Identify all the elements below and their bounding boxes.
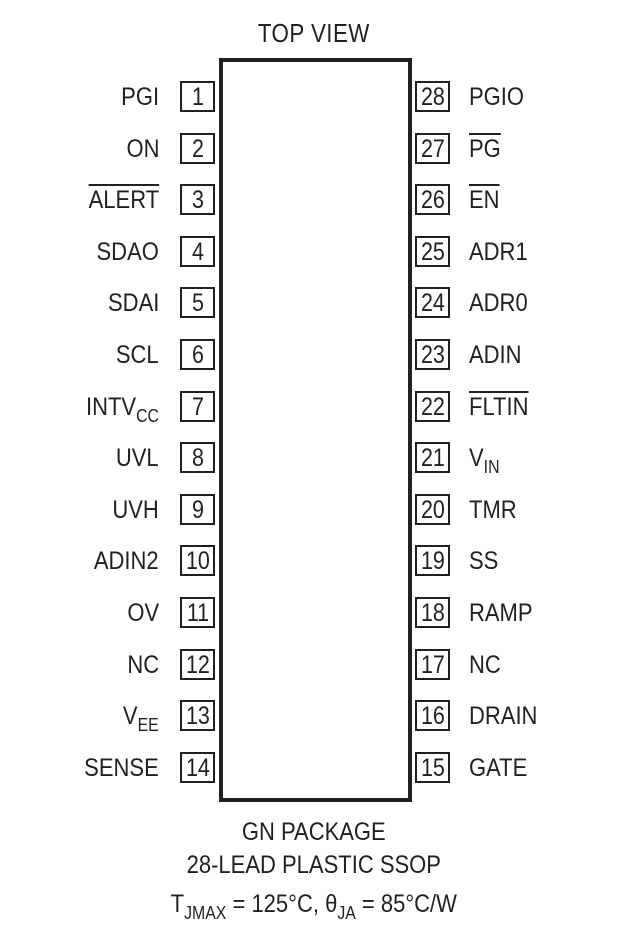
pin-number: 23: [420, 341, 445, 369]
pin-name: RAMP: [469, 599, 533, 627]
package-description: 28-LEAD PLASTIC SSOP: [186, 851, 441, 879]
pin-label: [469, 134, 501, 164]
theta-value: = 85°C/W: [355, 890, 457, 918]
pin-6: [0, 339, 217, 375]
pin-25: [411, 236, 627, 272]
pin-number: 20: [420, 496, 445, 524]
pin-number-box: [415, 287, 450, 318]
pin-label: [469, 701, 537, 731]
pin-name: V: [469, 444, 484, 472]
pin-name: SENSE: [84, 754, 159, 782]
pin-name-subscript: CC: [136, 406, 159, 426]
pin-14: [0, 752, 217, 788]
pin-12: [0, 649, 217, 685]
pin-16: [411, 700, 627, 736]
pin-22: [411, 391, 627, 427]
pin-number: 4: [191, 238, 204, 266]
pin-number: 14: [185, 754, 210, 782]
pin-number-box: [180, 494, 215, 525]
pin-15: [411, 752, 627, 788]
pin-label: [86, 392, 159, 426]
pin-number-box: [180, 545, 215, 576]
pin-24: [411, 287, 627, 323]
pin-9: [0, 494, 217, 530]
pin-number: 25: [420, 238, 445, 266]
pin-17: [411, 649, 627, 685]
pin-number-box: [180, 133, 215, 164]
pin-name: DRAIN: [469, 702, 538, 730]
ic-package-body: [219, 58, 412, 802]
pin-8: [0, 442, 217, 478]
pin-number-box: [180, 184, 215, 215]
pin-name: INTV: [86, 393, 137, 421]
pin-name-subscript: IN: [483, 457, 500, 477]
pin-3: [0, 184, 217, 220]
pin-label: [84, 753, 159, 783]
pin-name: PGIO: [469, 83, 525, 111]
pin-name: OV: [127, 599, 159, 627]
pin-number: 28: [420, 83, 445, 111]
pin-number: 2: [191, 135, 204, 163]
pin-label: [469, 82, 524, 112]
pin-number: 8: [191, 444, 204, 472]
pin-19: [411, 545, 627, 581]
pin-name: SS: [469, 547, 499, 575]
pin-label: [116, 340, 159, 370]
pin-number: 7: [191, 393, 204, 421]
pin-label: [469, 598, 533, 628]
tj-value: = 125°C,: [226, 890, 326, 918]
pin-label: [126, 134, 159, 164]
pin-number-box: [415, 752, 450, 783]
pin-name: TMR: [469, 496, 517, 524]
pin-label: [469, 288, 528, 318]
pin-23: [411, 339, 627, 375]
pin-number-box: [415, 545, 450, 576]
pin-label: [97, 237, 159, 267]
pin-number-box: [180, 339, 215, 370]
pin-label: [113, 495, 159, 525]
pin-name: NC: [127, 651, 159, 679]
theta-subscript: JA: [337, 903, 356, 923]
pin-number-box: [415, 442, 450, 473]
pin-number: 24: [420, 289, 445, 317]
pin-number: 18: [420, 599, 445, 627]
pin-name: SDAO: [96, 238, 159, 266]
theta-symbol: θ: [325, 890, 338, 918]
pin-number: 15: [420, 754, 445, 782]
pin-number-box: [415, 184, 450, 215]
pin-label: [469, 443, 500, 477]
pin-name-subscript: EE: [137, 715, 159, 735]
pin-label: [469, 650, 501, 680]
tj-symbol: T: [170, 890, 185, 918]
pin-number-box: [180, 649, 215, 680]
pin-number-box: [415, 700, 450, 731]
thermal-spec: [38, 890, 590, 923]
pin-name: $\overline{EN}$: [469, 186, 500, 214]
pin-21: [411, 442, 627, 478]
pin-number: 26: [420, 186, 445, 214]
pin-name: V: [123, 702, 138, 730]
pin-label: [469, 340, 522, 370]
pin-name: ADIN2: [94, 547, 159, 575]
pin-name: NC: [469, 651, 501, 679]
pin-label: [94, 546, 159, 576]
tj-subscript: JMAX: [184, 903, 227, 923]
pin-label: [469, 185, 500, 215]
pin-7: [0, 391, 217, 427]
pin-28: [411, 81, 627, 117]
pin-11: [0, 597, 217, 633]
pin-18: [411, 597, 627, 633]
pin-name: GATE: [469, 754, 528, 782]
pin-number-box: [180, 442, 215, 473]
pin-number-box: [180, 597, 215, 628]
pin-label: [127, 650, 159, 680]
pin-label: [469, 237, 528, 267]
pin-label: [123, 701, 159, 735]
pin-label: [88, 185, 159, 215]
package-name: GN PACKAGE: [241, 818, 386, 846]
pin-number: 12: [185, 651, 210, 679]
pin-number: 21: [420, 444, 445, 472]
diagram-title: TOP VIEW: [257, 18, 370, 48]
pin-label: [108, 288, 159, 318]
pin-label: [121, 82, 159, 112]
pin-label: [469, 392, 528, 422]
pin-number: 5: [191, 289, 204, 317]
pin-number-box: [180, 287, 215, 318]
pin-name: PGI: [121, 83, 159, 111]
pin-number-box: [180, 700, 215, 731]
pin-name: ON: [126, 135, 159, 163]
pin-number: 13: [185, 702, 210, 730]
pin-number-box: [180, 236, 215, 267]
pin-name: ALERT: [88, 186, 159, 214]
pin-label: [469, 753, 527, 783]
pin-number-box: [415, 133, 450, 164]
pin-2: [0, 133, 217, 169]
pin-number: 11: [186, 599, 209, 627]
pin-27: [411, 133, 627, 169]
pin-number-box: [180, 752, 215, 783]
pin-number-box: [415, 494, 450, 525]
pin-10: [0, 545, 217, 581]
pin-number-box: [415, 597, 450, 628]
pin-name: UVL: [116, 444, 159, 472]
pin-label: [469, 495, 517, 525]
pin-number: 22: [420, 393, 445, 421]
pin-name: SCL: [116, 341, 159, 369]
pin-name: SDAI: [107, 289, 159, 317]
pin-number-box: [180, 391, 215, 422]
pin-number: 19: [420, 547, 445, 575]
pin-name: UVH: [112, 496, 159, 524]
pin-label: [469, 546, 498, 576]
pin-name: $\overline{PG}$: [469, 135, 501, 163]
pin-name: FLTIN: [469, 393, 529, 421]
pin-4: [0, 236, 217, 272]
pin-label: [127, 598, 159, 628]
pin-number-box: [415, 339, 450, 370]
pin-1: [0, 81, 217, 117]
pin-number: 1: [191, 83, 204, 111]
pin-number: 3: [191, 186, 204, 214]
pin-number: 6: [191, 341, 204, 369]
pin-number-box: [415, 81, 450, 112]
pin-number: 16: [420, 702, 445, 730]
pin-number: 10: [185, 547, 210, 575]
pin-number: 17: [420, 651, 445, 679]
pin-number-box: [415, 649, 450, 680]
pin-name: ADIN: [469, 341, 522, 369]
pin-26: [411, 184, 627, 220]
pin-label: [116, 443, 159, 473]
pin-5: [0, 287, 217, 323]
pin-number: 27: [420, 135, 445, 163]
pin-name: ADR1: [469, 238, 528, 266]
pin-number-box: [415, 236, 450, 267]
pin-number-box: [415, 391, 450, 422]
pin-name: ADR0: [469, 289, 528, 317]
pin-number: 9: [191, 496, 204, 524]
pin-number-box: [180, 81, 215, 112]
pin-13: [0, 700, 217, 736]
pin-20: [411, 494, 627, 530]
